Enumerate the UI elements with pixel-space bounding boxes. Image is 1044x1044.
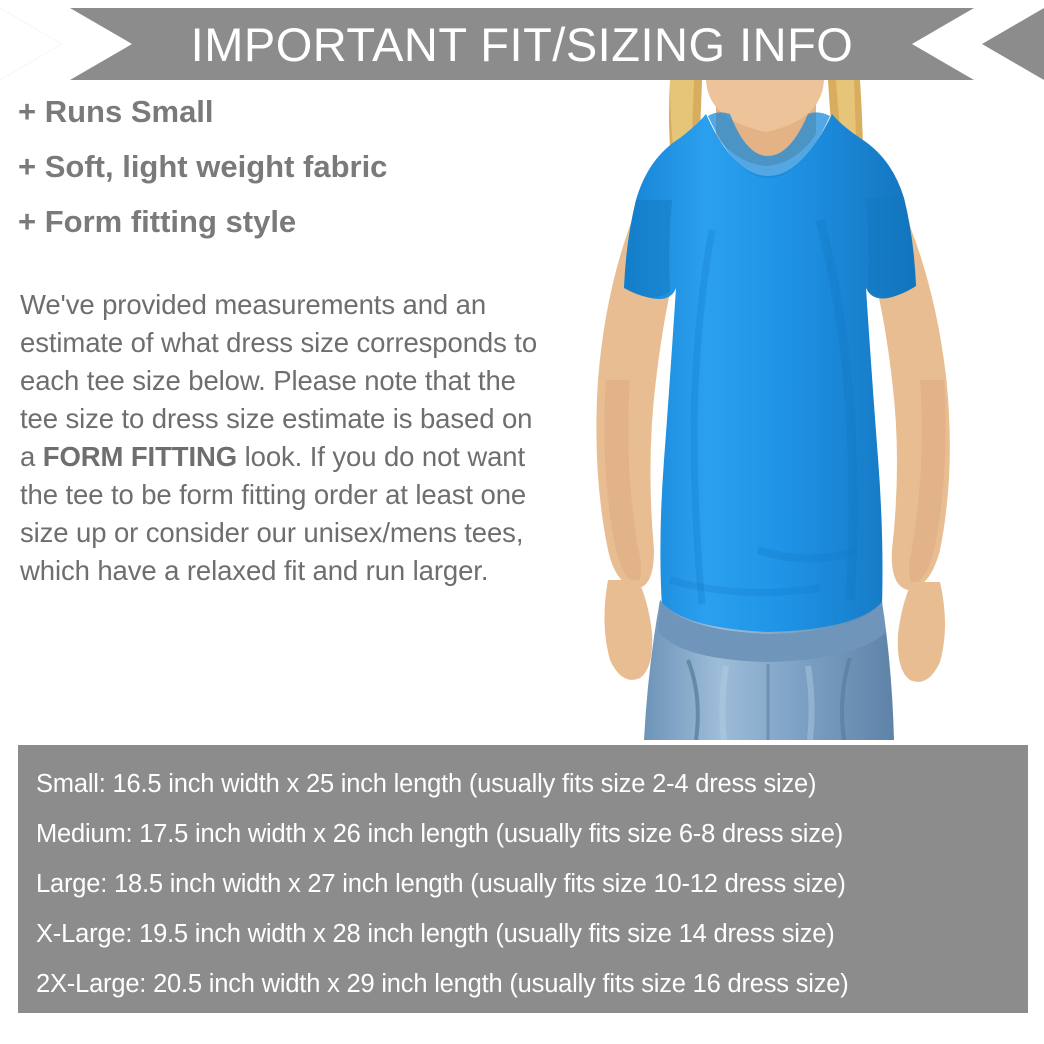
size-row-xlarge: X-Large: 19.5 inch width x 28 inch length (usually fits size 14 dress size) xyxy=(36,920,835,948)
banner-title: IMPORTANT FIT/SIZING INFO xyxy=(190,17,854,71)
paragraph-part-2: look. If you do not want the tee to be form fitting order at least one size up or consider our unisex/mens tees, which have a relaxed fit and run larger. xyxy=(20,441,527,586)
paragraph-part-1: We've provided measurements and an estimate of what dress size corresponds to each tee size below. Please note that the tee size to dress size estimate is based on a xyxy=(20,289,538,472)
bullet-item: + Form fitting style xyxy=(18,204,297,239)
model-photo xyxy=(520,80,1044,740)
bullet-item: + Soft, light weight fabric xyxy=(18,149,388,184)
description-paragraph xyxy=(20,286,538,590)
bullet-item: + Runs Small xyxy=(18,94,214,129)
size-row-2xlarge: 2X-Large: 20.5 inch width x 29 inch length (usually fits size 16 dress size) xyxy=(36,970,849,998)
size-chart xyxy=(18,745,1028,1013)
model-photo-illustration xyxy=(520,80,1044,740)
paragraph-emphasis: FORM FITTING xyxy=(42,441,238,472)
size-row-medium: Medium: 17.5 inch width x 26 inch length (usually fits size 6-8 dress size) xyxy=(36,820,844,848)
size-row-small: Small: 16.5 inch width x 25 inch length (usually fits size 2-4 dress size) xyxy=(36,770,817,798)
banner xyxy=(0,8,1044,80)
size-row-large: Large: 18.5 inch width x 27 inch length (usually fits size 10-12 dress size) xyxy=(36,870,846,898)
feature-bullets xyxy=(18,96,538,261)
